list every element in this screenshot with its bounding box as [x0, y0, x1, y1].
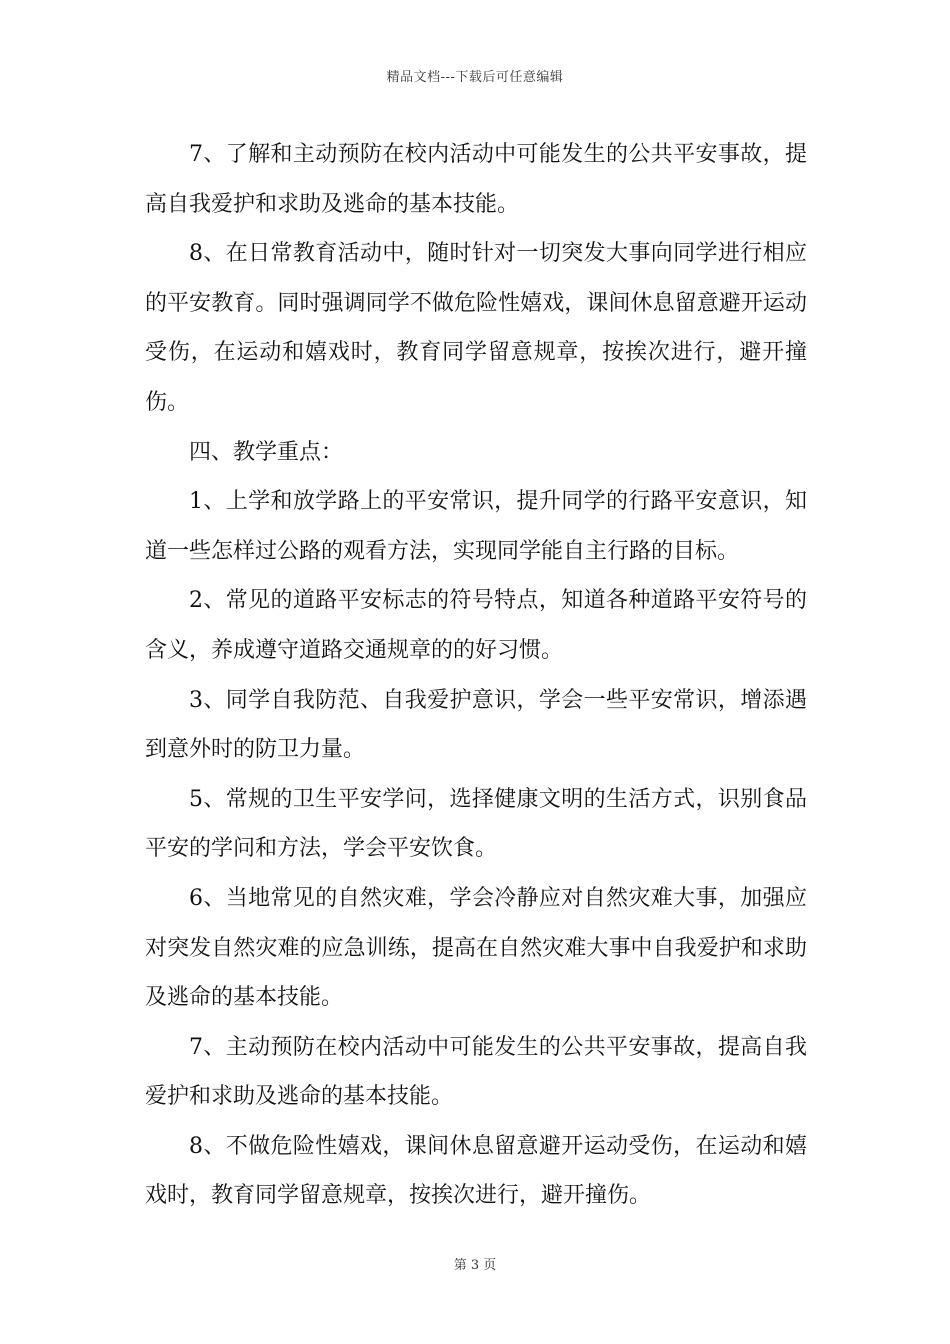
- section-heading: 四、教学重点：: [189, 439, 344, 465]
- paragraph: 1、上学和放学路上的平安常识，提升同学的行路平安意识，知道一些怎样过公路的观看方法，实现同学能自主行路的目标。: [145, 489, 807, 564]
- page-header: 精品文档---下载后可任意编辑: [386, 70, 564, 85]
- paragraph: 2、常见的道路平安标志的符号特点，知道各种道路平安符号的含义，养成遵守道路交通规章的的好习惯。: [145, 588, 807, 663]
- paragraph: 3、同学自我防范、自我爱护意识，学会一些平安常识，增添遇到意外时的防卫力量。: [145, 687, 807, 763]
- page-number: 第 3 页: [453, 1258, 497, 1273]
- paragraph: 8、在日常教育活动中，随时针对一切突发大事向同学进行相应的平安教育。同时强调同学不做危险性嬉戏，课间休息留意避开运动受伤，在运动和嬉戏时，教育同学留意规章，按挨次进行，避开撞伤。: [145, 241, 807, 415]
- body-text: [145, 130, 807, 1221]
- paragraph: 5、常规的卫生平安学问，选择健康文明的生活方式，识别食品平安的学问和方法，学会平安饮食。: [145, 786, 807, 862]
- paragraph: 6、当地常见的自然灾难，学会冷静应对自然灾难大事，加强应对突发自然灾难的应急训练，提高在自然灾难大事中自我爱护和求助及逃命的基本技能。: [145, 885, 807, 1011]
- paragraph: 7、了解和主动预防在校内活动中可能发生的公共平安事故，提高自我爱护和求助及逃命的基本技能。: [145, 142, 807, 217]
- paragraph: 7、主动预防在校内活动中可能发生的公共平安事故，提高自我爱护和求助及逃命的基本技能。: [145, 1034, 807, 1110]
- paragraph: 8、不做危险性嬉戏，课间休息留意避开运动受伤，在运动和嬉戏时，教育同学留意规章，按挨次进行，避开撞伤。: [145, 1133, 807, 1209]
